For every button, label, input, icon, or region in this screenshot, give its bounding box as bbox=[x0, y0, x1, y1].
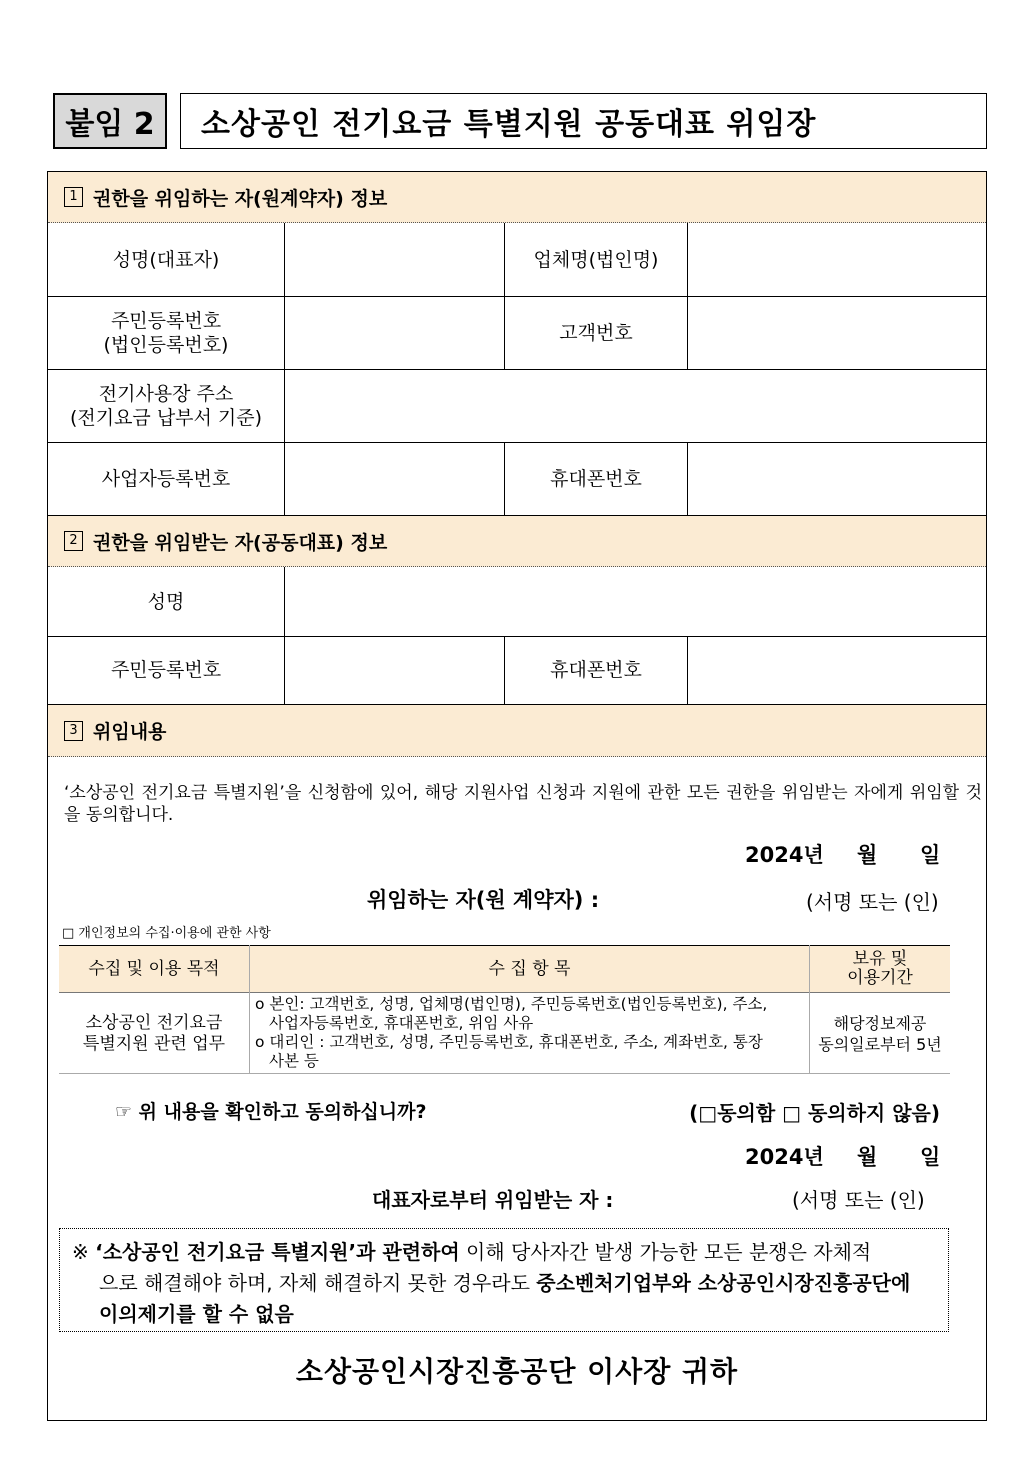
section3-header bbox=[48, 705, 986, 757]
purpose-line: 특별지원 관련 업무 bbox=[82, 1033, 226, 1054]
closing-addressee: 소상공인시장진흥공단 이사장 귀하 bbox=[295, 1355, 739, 1388]
section1-title: 권한을 위임하는 자(원계약자) 정보 bbox=[93, 187, 388, 210]
input-delegatee-name[interactable] bbox=[285, 567, 986, 636]
date-day: 일 bbox=[920, 1145, 941, 1169]
notice-bold: 중소벤처기업부와 소상공인시장진흥공단에 bbox=[536, 1271, 911, 1295]
label-delegatee-name: 성명 bbox=[147, 590, 185, 613]
notice-text: 으로 해결해야 하며, 자체 해결하지 못한 경우라도 bbox=[99, 1271, 537, 1295]
delegator-signature-field[interactable]: (서명 또는 (인) bbox=[806, 890, 939, 914]
input-usage-address[interactable] bbox=[285, 369, 986, 442]
date-day: 일 bbox=[920, 843, 941, 867]
period-line: 해당정보제공 bbox=[833, 1013, 927, 1033]
section2-number: 2 bbox=[64, 531, 83, 551]
label-usage-address bbox=[48, 369, 284, 442]
input-business-number[interactable] bbox=[285, 442, 504, 515]
label-delegatee-resident-number: 주민등록번호 bbox=[110, 659, 222, 681]
period-line: 동의일로부터 5년 bbox=[818, 1034, 942, 1054]
header-period bbox=[810, 945, 950, 993]
dispute-notice bbox=[59, 1228, 949, 1332]
purpose-value bbox=[59, 994, 249, 1073]
agreement-options[interactable]: (□동의함 □ 동의하지 않음) bbox=[689, 1101, 940, 1125]
input-delegatee-phone[interactable] bbox=[688, 636, 986, 704]
section3-number: 3 bbox=[64, 721, 83, 741]
label-company-name: 업체명(법인명) bbox=[533, 248, 659, 271]
document-title: 소상공인 전기요금 특별지원 공동대표 위임장 bbox=[180, 93, 987, 149]
attachment-tag: 붙임 2 bbox=[53, 93, 167, 149]
label-business-number: 사업자등록번호 bbox=[101, 467, 231, 490]
date-year: 2024년 bbox=[745, 843, 824, 867]
label-resident-number bbox=[48, 296, 284, 369]
label-phone: 휴대폰번호 bbox=[550, 467, 642, 490]
date-month: 월 bbox=[857, 1145, 878, 1169]
item-self-line: 사업자등록번호, 휴대폰번호, 위임 사유 bbox=[269, 1014, 534, 1032]
input-phone[interactable] bbox=[688, 442, 986, 515]
period-value bbox=[810, 994, 950, 1073]
delegator-signature-label: 위임하는 자(원 계약자) : bbox=[367, 888, 600, 912]
header-period-line: 이용기간 bbox=[847, 968, 913, 988]
input-company-name[interactable] bbox=[688, 223, 986, 296]
divider bbox=[59, 1073, 950, 1074]
label-line: (전기요금 납부서 기준) bbox=[69, 406, 263, 429]
header-period-line: 보유 및 bbox=[852, 949, 908, 969]
delegatee-signature-field[interactable]: (서명 또는 (인) bbox=[792, 1188, 925, 1212]
notice-bold: 이의제기를 할 수 없음 bbox=[99, 1302, 294, 1326]
label-representative-name: 성명(대표자) bbox=[112, 248, 220, 271]
item-agent-line: o 대리인 : 고객번호, 성명, 주민등록번호, 휴대폰번호, 주소, 계좌번호, 통장 bbox=[255, 1033, 763, 1051]
privacy-table bbox=[59, 945, 950, 1075]
header-items: 수 집 항 목 bbox=[488, 958, 571, 979]
agreement-question: ☞ 위 내용을 확인하고 동의하십니까? bbox=[115, 1101, 427, 1123]
section1-number: 1 bbox=[64, 187, 83, 207]
privacy-section-title: □ 개인정보의 수집·이용에 관한 사항 bbox=[62, 926, 271, 941]
notice-mark: ※ bbox=[72, 1240, 89, 1264]
notice-bold: ‘소상공인 전기요금 특별지원’과 관련하여 bbox=[95, 1240, 460, 1264]
label-line: (법인등록번호) bbox=[103, 333, 229, 356]
section2-header bbox=[48, 516, 986, 567]
delegation-statement: ‘소상공인 전기요금 특별지원’을 신청함에 있어, 해당 지원사업 신청과 지원에 관한 모든 권한을 위임받는 자에게 위임할 것을 동의합니다. bbox=[64, 783, 982, 825]
label-line: 주민등록번호 bbox=[110, 309, 222, 332]
header-purpose: 수집 및 이용 목적 bbox=[88, 958, 220, 979]
section3-title: 위임내용 bbox=[93, 721, 167, 743]
section2-title: 권한을 위임받는 자(공동대표) 정보 bbox=[93, 531, 388, 554]
delegatee-signature-label: 대표자로부터 위임받는 자 : bbox=[372, 1188, 614, 1212]
item-agent-line: 사본 등 bbox=[269, 1052, 319, 1070]
section1-header bbox=[48, 172, 986, 223]
label-line: 전기사용장 주소 bbox=[98, 382, 234, 405]
input-customer-number[interactable] bbox=[688, 296, 986, 369]
input-representative-name[interactable] bbox=[285, 223, 504, 296]
label-delegatee-phone: 휴대폰번호 bbox=[550, 659, 642, 681]
purpose-line: 소상공인 전기요금 bbox=[85, 1012, 223, 1033]
input-resident-number[interactable] bbox=[285, 296, 504, 369]
input-delegatee-resident-number[interactable] bbox=[285, 636, 504, 704]
date-year: 2024년 bbox=[745, 1145, 824, 1169]
item-self-line: o 본인: 고객번호, 성명, 업체명(법인명), 주민등록번호(법인등록번호), 주소, bbox=[255, 995, 768, 1013]
date-month: 월 bbox=[857, 843, 878, 867]
items-value bbox=[255, 995, 807, 1073]
label-customer-number: 고객번호 bbox=[559, 321, 633, 344]
notice-text: 이해 당사자간 발생 가능한 모든 분쟁은 자체적 bbox=[459, 1240, 872, 1264]
